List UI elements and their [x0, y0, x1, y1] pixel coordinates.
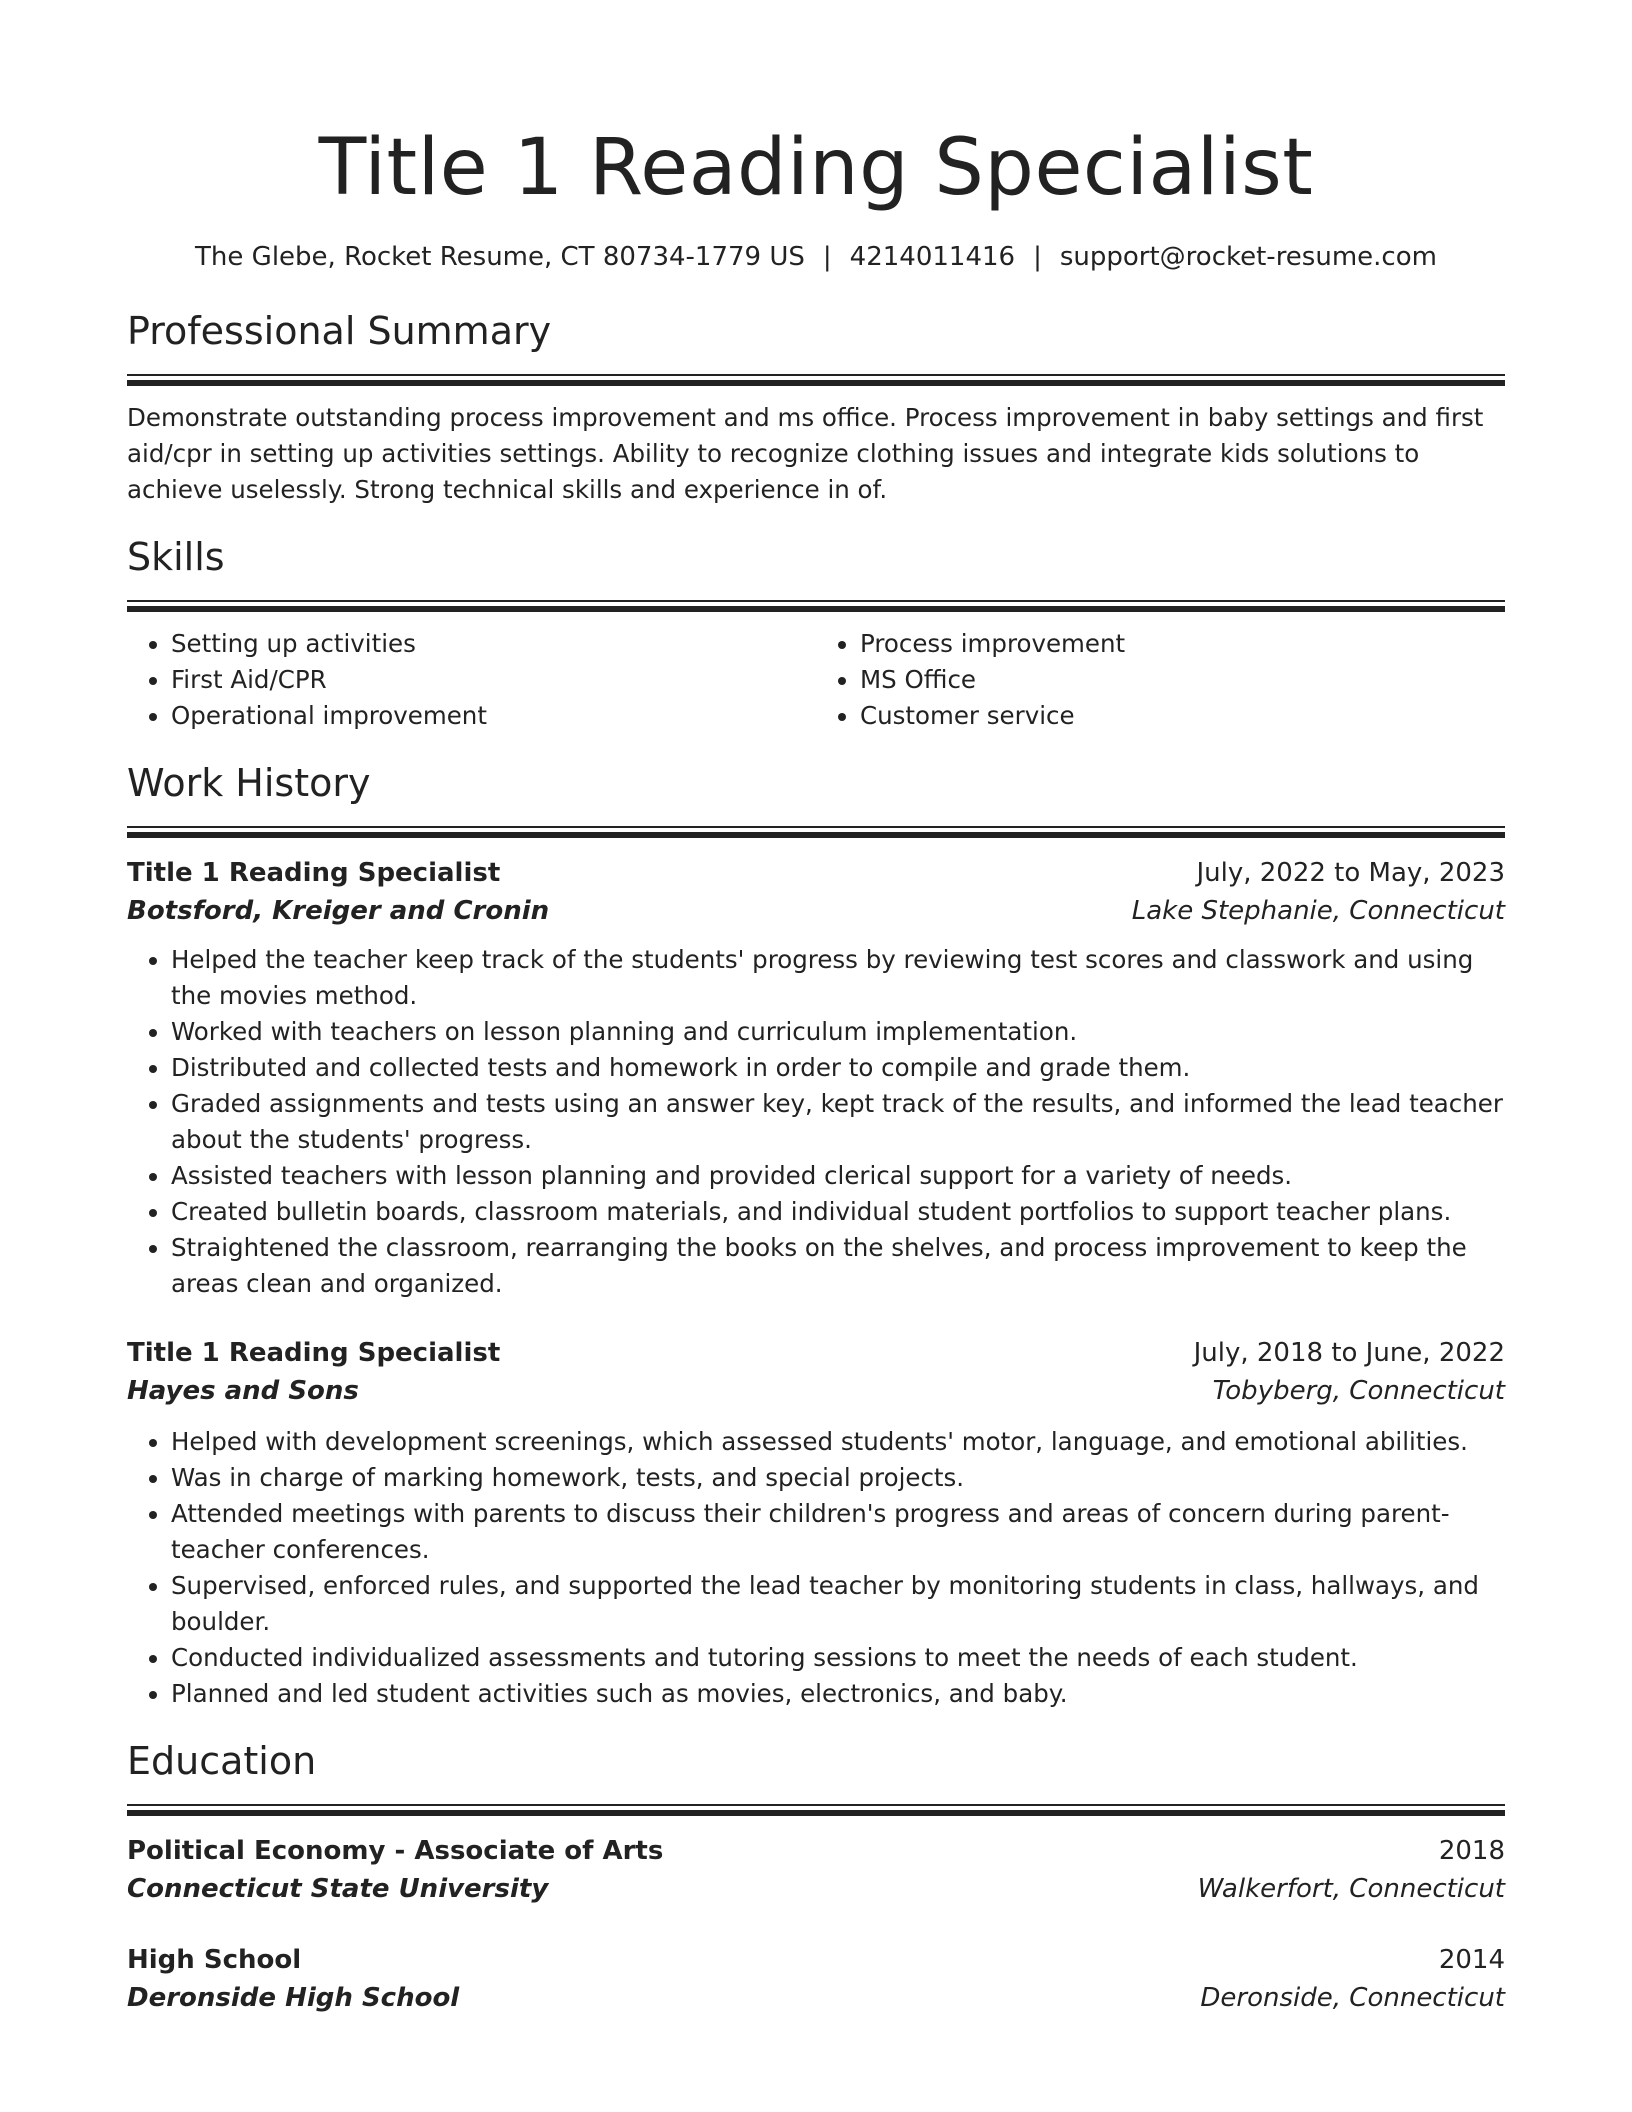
- job-company: Botsford, Kreiger and Cronin: [127, 896, 550, 926]
- education-degree: High School: [127, 1945, 302, 1975]
- skill-item: • Operational improvement: [171, 698, 816, 734]
- job-duty: • Helped with development screenings, which assessed students' motor, language, and emotional abilities.: [171, 1424, 1505, 1460]
- job-duty: • Helped the teacher keep track of the students' progress by reviewing test scores and classwork and using the movies method.: [171, 942, 1505, 1014]
- job-duty: • Distributed and collected tests and homework in order to compile and grade them.: [171, 1050, 1505, 1086]
- job-duty: • Assisted teachers with lesson planning and provided clerical support for a variety of needs.: [171, 1158, 1505, 1194]
- education-degree: Political Economy - Associate of Arts: [127, 1836, 664, 1866]
- job-title: Title 1 Reading Specialist: [127, 858, 501, 888]
- education-year: 2018: [1438, 1836, 1505, 1866]
- section-heading-education: Education: [127, 1739, 317, 1783]
- job-duty: • Graded assignments and tests using an answer key, kept track of the results, and informed the lead teacher about the students' progress.: [171, 1086, 1505, 1158]
- education-entry: [127, 1832, 1505, 1908]
- section-heading-work-history: Work History: [127, 761, 371, 805]
- contact-separator: |: [822, 242, 832, 272]
- job-duty: • Supervised, enforced rules, and supported the lead teacher by monitoring students in class, hallways, and boulder.: [171, 1568, 1505, 1640]
- skills-section: [127, 532, 1505, 734]
- skills-columns: [127, 626, 1505, 734]
- job-duties: [127, 1424, 1505, 1712]
- skills-list-right: [816, 626, 1505, 734]
- section-divider: [127, 600, 1505, 612]
- skill-item: • Customer service: [860, 698, 1505, 734]
- job-title: Title 1 Reading Specialist: [127, 1338, 501, 1368]
- contact-line: [127, 240, 1505, 274]
- job-duties: [127, 942, 1505, 1302]
- job-header: [127, 854, 1505, 892]
- job-dates: July, 2018 to June, 2022: [1193, 1338, 1505, 1368]
- section-divider: [127, 1804, 1505, 1816]
- job-duty: • Conducted individualized assessments and tutoring sessions to meet the needs of each student.: [171, 1640, 1505, 1676]
- job-entry: [127, 854, 1505, 1302]
- education-header: [127, 1832, 1505, 1870]
- education-entry: [127, 1941, 1505, 2017]
- section-divider: [127, 374, 1505, 386]
- section-divider: [127, 826, 1505, 838]
- job-header: [127, 1334, 1505, 1372]
- education-location: Deronside, Connecticut: [1200, 1983, 1505, 2013]
- education-school: Deronside High School: [127, 1983, 460, 2013]
- work-history-section: [127, 758, 1505, 1712]
- job-duty: • Worked with teachers on lesson planning and curriculum implementation.: [171, 1014, 1505, 1050]
- job-duty: • Created bulletin boards, classroom materials, and individual student portfolios to support teacher plans.: [171, 1194, 1505, 1230]
- skill-item: • Setting up activities: [171, 626, 816, 662]
- job-duty: • Was in charge of marking homework, tests, and special projects.: [171, 1460, 1505, 1496]
- contact-phone: 4214011416: [849, 242, 1016, 272]
- skill-item: • Process improvement: [860, 626, 1505, 662]
- contact-email: support@rocket-resume.com: [1059, 242, 1437, 272]
- job-entry: [127, 1334, 1505, 1712]
- skills-list-left: [127, 626, 816, 734]
- education-location: Walkerfort, Connecticut: [1197, 1874, 1505, 1904]
- section-heading-skills: Skills: [127, 535, 225, 579]
- summary-text: Demonstrate outstanding process improvement and ms office. Process improvement in baby settings and first aid/cpr in setting up activities settings. Ability to recognize clothing issues and integrate kids solutions to achieve uselessly. Strong technical skills and experience in of.: [127, 403, 1484, 504]
- job-location: Lake Stephanie, Connecticut: [1131, 896, 1505, 926]
- job-duty: • Attended meetings with parents to discuss their children's progress and areas of concern during parent-teacher conferences.: [171, 1496, 1505, 1568]
- resume-name: Title 1 Reading Specialist: [318, 123, 1314, 213]
- education-header: [127, 1941, 1505, 1979]
- job-company: Hayes and Sons: [127, 1376, 359, 1406]
- job-subheader: [127, 1372, 1505, 1410]
- education-subheader: [127, 1979, 1505, 2017]
- section-heading-summary: Professional Summary: [127, 309, 552, 353]
- contact-address: The Glebe, Rocket Resume, CT 80734-1779 US: [195, 242, 805, 272]
- job-duty: • Planned and led student activities such as movies, electronics, and baby.: [171, 1676, 1505, 1712]
- skill-item: • MS Office: [860, 662, 1505, 698]
- education-year: 2014: [1438, 1945, 1505, 1975]
- skill-item: • First Aid/CPR: [171, 662, 816, 698]
- contact-separator: |: [1033, 242, 1042, 272]
- education-school: Connecticut State University: [127, 1874, 549, 1904]
- education-section: [127, 1736, 1505, 2017]
- job-dates: July, 2022 to May, 2023: [1196, 858, 1505, 888]
- summary-section: [127, 306, 1505, 508]
- job-duty: • Straightened the classroom, rearranging the books on the shelves, and process improvement to keep the areas clean and organized.: [171, 1230, 1505, 1302]
- job-location: Tobyberg, Connecticut: [1212, 1376, 1505, 1406]
- education-subheader: [127, 1870, 1505, 1908]
- job-subheader: [127, 892, 1505, 930]
